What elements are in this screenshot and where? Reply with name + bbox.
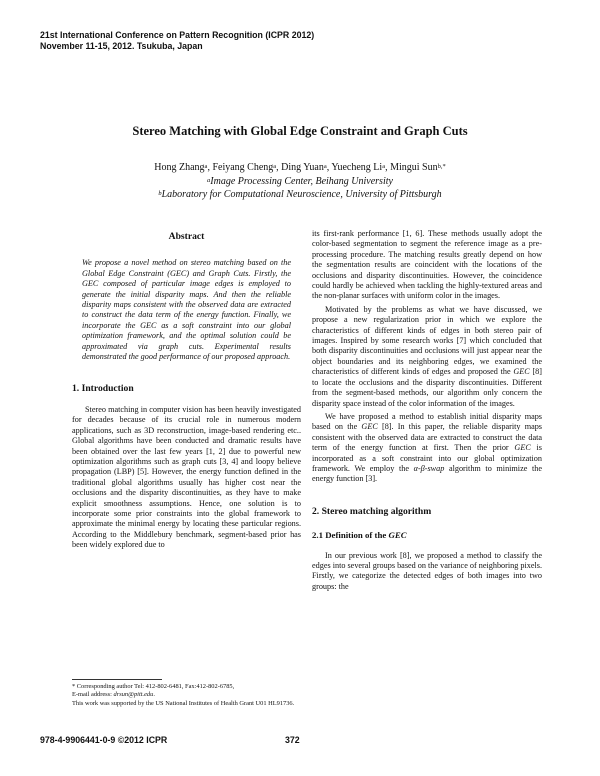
abstract-text: We propose a novel method on stereo matching based on the Global Edge Constraint (GEC) and Graph Cuts. Firstly, the GEC composed of particular image edges is employed to generate the initial disparity maps. And then the reliable disparity maps consistent with the observed data are extracted to construct the data term of the energy function. Finally, we incorporate the GEC as a soft constraint into our global optimization framework, and the optimal solution could be approximated via graph cuts. Experimental results demonstrated the good performance of our proposed approach.	[82, 258, 291, 362]
affiliation-superscript: b	[158, 190, 162, 197]
footnote-email-label: E-mail address:	[72, 691, 114, 699]
page-number: 372	[285, 735, 300, 745]
author-name: Feiyang Cheng	[212, 162, 274, 173]
method-text-mid: [8]. In this paper, the reliable disparity maps consistent with the observed data are extracted to construct the data term of the energy function at first. Then the prior	[312, 422, 542, 453]
conference-name: 21st International Conference on Pattern Recognition (ICPR 2012)	[40, 30, 315, 40]
author-separator: ,	[326, 162, 332, 173]
gec-term: GEC	[388, 530, 407, 541]
introduction-paragraph: Stereo matching in computer vision has been heavily investigated for decades because of its crucial role in numerous modern applications, such as 3D reconstruction, image-based rendering etc.. Global algorithms have been conducted and dramatic results have been obtained over the last few years [1, 2] due to powerful new optimization algorithms such as graph cuts [3, 4] and loopy believe propagation (LBP) [5]. However, the energy function defined in the traditional global algorithms usually has higher cost near the occlusions and the disparity discontinuities, as they have to make explicit smoothness assumptions. Hence, one solution is to incorporate some prior constraints into the global framework to approximate the minimal energy by locating these particular regions. According to the Middlebury benchmark, segment-based prior has been widely explored due to	[72, 404, 301, 550]
footnote-email: drsun@pitt.edu	[113, 691, 154, 699]
introduction-heading: 1. Introduction	[72, 383, 134, 395]
subsection-prefix: 2.1 Definition of the	[312, 530, 389, 541]
subsection-2-1-heading	[312, 530, 542, 540]
footnote-funding: This work was supported by the US National Institutes of Health Grant U01 HL91736.	[72, 699, 295, 707]
footnote-email-line	[72, 691, 301, 699]
affiliation-b	[0, 188, 600, 202]
footnote	[72, 679, 301, 708]
author-separator: ,	[207, 162, 213, 173]
method-text: We have proposed a method to establish initial disparity maps based on the	[312, 411, 542, 432]
author-name: Hong Zhang	[154, 162, 205, 173]
intro-continuation-paragraph: its first-rank performance [1, 6]. These methods usually adopt the color-based segmentation to segment the reference image as a pre-processing procedure. The matching results greatly depend on how the segmentation results are coincident with the locations of the occlusions and disparity discontinuities. However, the coincidence could hardly be achieved when tackling the highly-textured areas and the non-planar surfaces with uniform color in the images.	[312, 229, 542, 301]
definition-paragraph: In our previous work [8], we proposed a method to classify the edges into several groups based on the variance of neighboring pixels. Firstly, we categorize the detected edges of both images into two groups: the	[312, 550, 542, 591]
left-column	[72, 232, 301, 551]
method-text-mid2: is incorporated as a soft constraint into our global optimization framework. We employ the	[312, 443, 542, 473]
author-superscript: a	[273, 163, 277, 170]
conference-header	[40, 30, 460, 52]
gec-term: GEC	[513, 367, 530, 377]
author-name: Mingui Sun	[390, 162, 438, 173]
footnote-rule	[72, 679, 162, 680]
author-superscript: a	[204, 163, 208, 170]
motivation-text: Motivated by the problems as what we have discussed, we propose a new regularization prior in which we explore the characteristics of different kinds of edges in both stereo pair of images. Inspired by some research works [7] which concluded that both disparity discontinuities and occlusions will just appear near the object boundaries and its neighboring edges, we examined the characteristics of different kinds of edges and proposed the	[312, 304, 542, 377]
affiliation-a	[0, 175, 600, 189]
author-separator: ,	[276, 162, 282, 173]
gec-term: GEC	[514, 443, 531, 453]
author-name: Ding Yuan	[281, 162, 324, 173]
motivation-text-end: [8] to locate the occlusions and the disparity discontinuities. Different from the segment-based methods, our algorithm only concern the disparity space instead of the color information of the images.	[312, 367, 542, 408]
affiliation-text: Image Processing Center, Beihang University	[210, 175, 393, 187]
footnote-contact: * Corresponding author Tel: 412-802-6481, Fax:412-802-6785,	[72, 683, 235, 690]
right-column	[312, 229, 542, 592]
algorithm-name: α-β-swap	[413, 463, 445, 473]
author-block	[0, 161, 600, 202]
affiliation-text: Laboratory for Computational Neuroscience, University of Pittsburgh	[161, 189, 442, 200]
author-superscript: a	[382, 163, 386, 170]
author-superscript: a	[323, 163, 327, 170]
author-name: Yuecheng Li	[331, 162, 383, 173]
method-text-end: algorithm to minimize the energy function [3].	[312, 463, 542, 484]
paper-title: Stereo Matching with Global Edge Constraint and Graph Cuts	[132, 124, 468, 138]
author-superscript: b,*	[437, 163, 446, 170]
conference-dates: November 11-15, 2012. Tsukuba, Japan	[40, 41, 203, 51]
motivation-paragraph	[312, 305, 542, 409]
footnote-email-end: .	[153, 691, 155, 699]
affiliation-superscript: a	[207, 176, 211, 184]
section-2-heading: 2. Stereo matching algorithm	[312, 505, 432, 517]
gec-term: GEC	[361, 422, 378, 432]
abstract-heading: Abstract	[168, 231, 205, 242]
method-paragraph	[312, 412, 542, 485]
author-list	[0, 161, 600, 175]
footer-isbn: 978-4-9906441-0-9 ©2012 ICPR	[40, 735, 168, 745]
author-separator: ,	[385, 162, 391, 173]
